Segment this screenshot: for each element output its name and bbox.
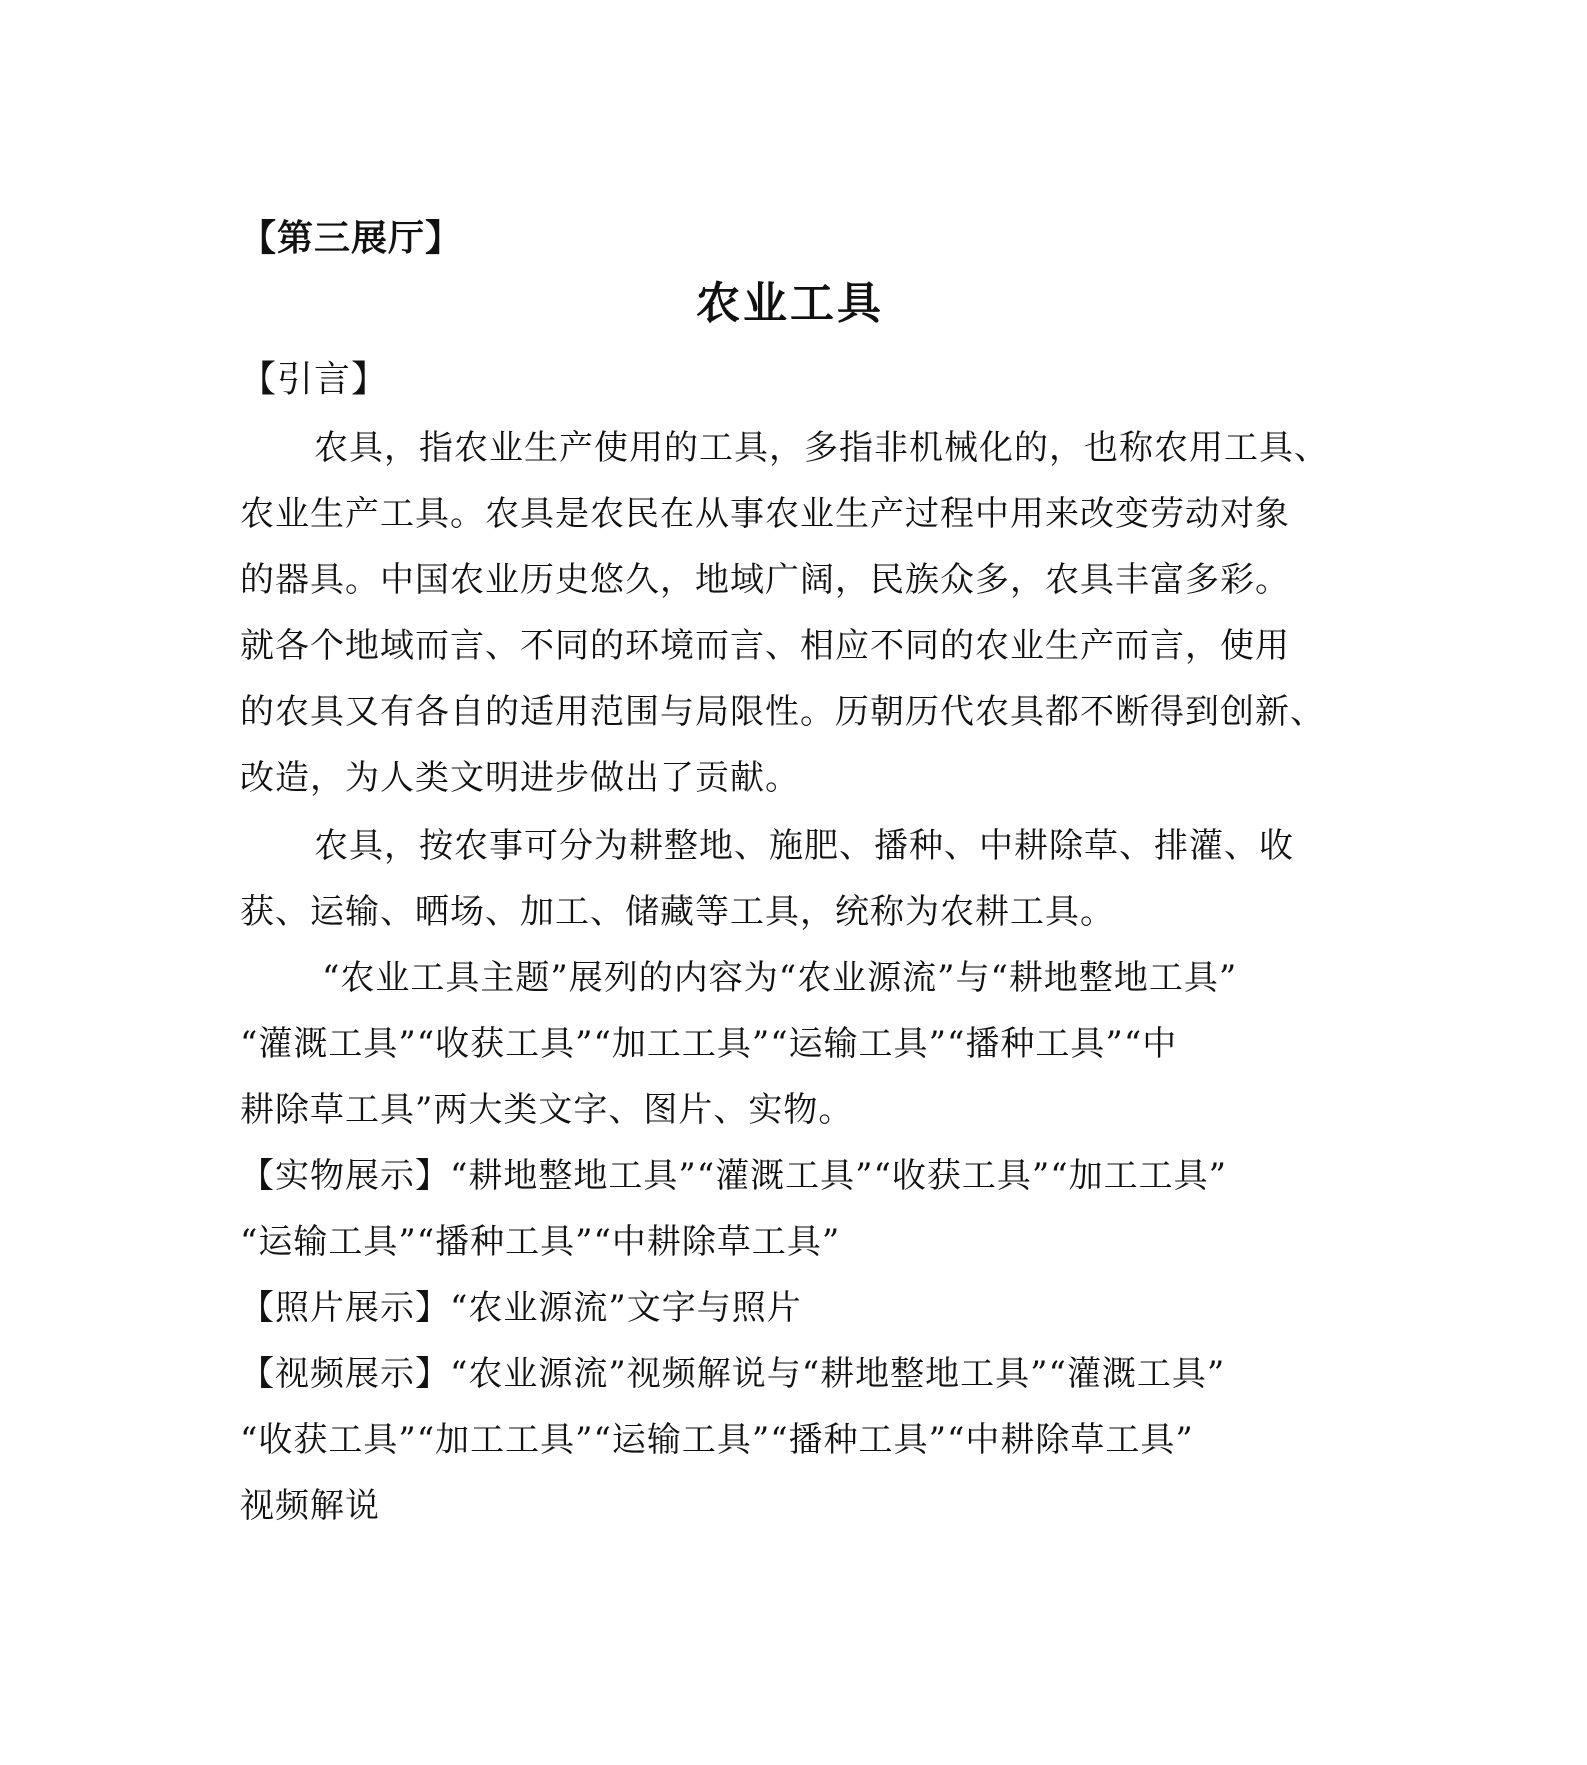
- paragraph3-line: “农业工具主题”展列的内容为“农业源流”与“耕地整地工具”: [322, 958, 1238, 998]
- paragraph1-line: 农具，指农业生产使用的工具，多指非机械化的，也称农用工具、: [314, 428, 1329, 468]
- page-title: 农业工具: [696, 278, 884, 329]
- paragraph2-line: 获、运输、晒场、加工、储藏等工具，统称为农耕工具。: [240, 892, 1115, 932]
- paragraph1-line: 的农具又有各自的适用范围与局限性。历朝历代农具都不断得到创新、: [240, 692, 1325, 732]
- exhibit-videos-line: 【视频展示】“农业源流”视频解说与“耕地整地工具”“灌溉工具”: [240, 1354, 1226, 1394]
- paragraph3-line: 耕除草工具”两大类文字、图片、实物。: [240, 1090, 854, 1130]
- exhibit-objects-line: 【实物展示】“耕地整地工具”“灌溉工具”“收获工具”“加工工具”: [240, 1156, 1228, 1196]
- paragraph3-line: “灌溉工具”“收获工具”“加工工具”“运输工具”“播种工具”“中: [240, 1024, 1178, 1064]
- paragraph2-line: 农具，按农事可分为耕整地、施肥、播种、中耕除草、排灌、收: [314, 826, 1294, 866]
- paragraph1-line: 就各个地域而言、不同的环境而言、相应不同的农业生产而言，使用: [240, 626, 1290, 666]
- exhibit-videos-line: 视频解说: [240, 1486, 380, 1526]
- document-page: [240, 210, 1360, 1690]
- hall-label: 【第三展厅】: [240, 217, 463, 259]
- paragraph1-line: 改造，为人类文明进步做出了贡献。: [240, 758, 800, 798]
- paragraph1-line: 农业生产工具。农具是农民在从事农业生产过程中用来改变劳动对象: [240, 494, 1290, 534]
- paragraph1-line: 的器具。中国农业历史悠久，地域广阔，民族众多，农具丰富多彩。: [240, 560, 1290, 600]
- intro-label: 【引言】: [240, 359, 389, 400]
- exhibit-videos-line: “收获工具”“加工工具”“运输工具”“播种工具”“中耕除草工具”: [240, 1420, 1194, 1460]
- exhibit-photos-line: 【照片展示】“农业源流”文字与照片: [240, 1288, 802, 1328]
- exhibit-objects-line: “运输工具”“播种工具”“中耕除草工具”: [240, 1222, 841, 1262]
